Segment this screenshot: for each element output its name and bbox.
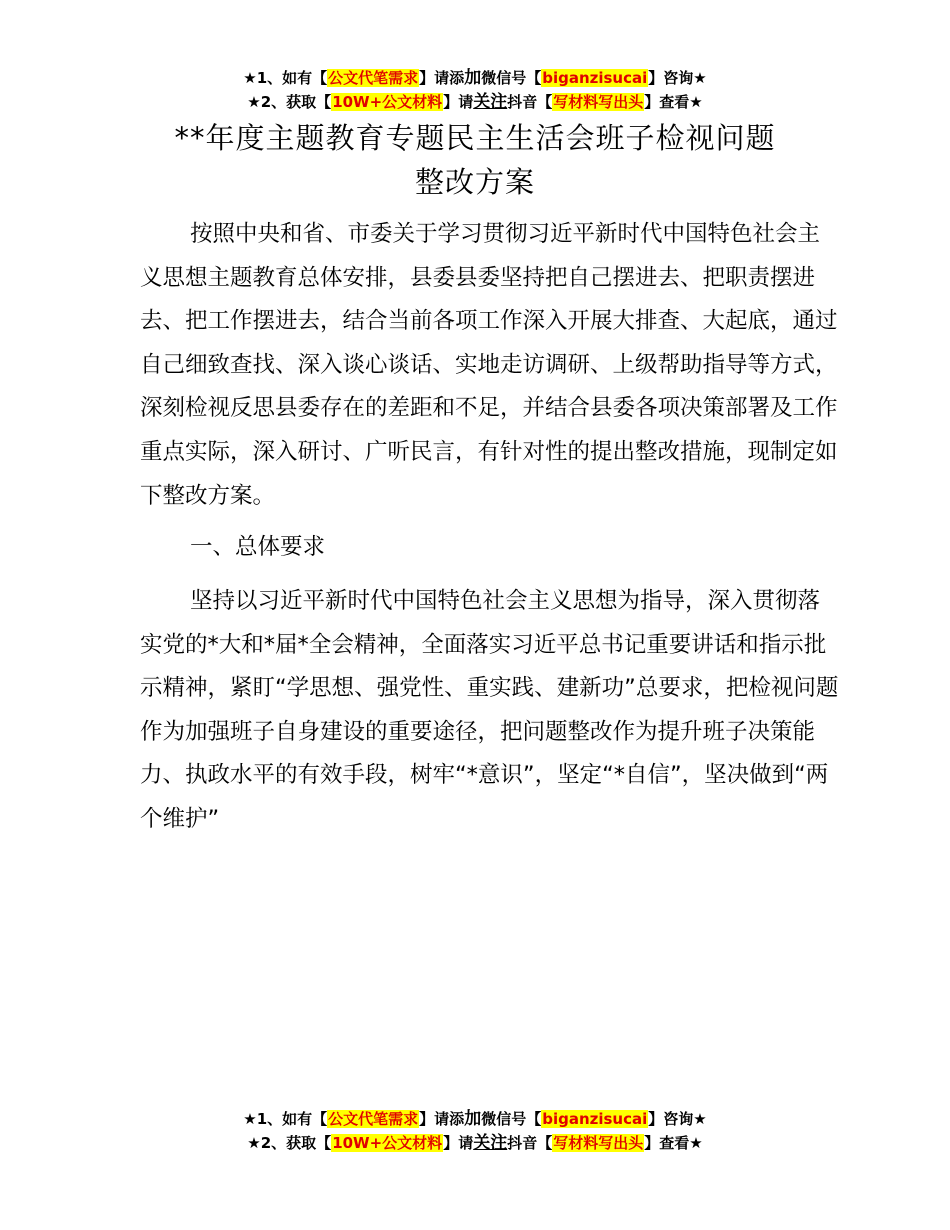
banner-text: 抖音【: [507, 1134, 553, 1152]
banner-emphasis: 关注: [473, 92, 508, 112]
star-icon: ★: [247, 93, 261, 111]
banner-line-2: [0, 1131, 950, 1155]
section-heading: 一、总体要求: [190, 534, 326, 560]
paragraph-intro: 按照中央和省、市委关于学习贯彻习近平新时代中国特色社会主义思想主题教育总体安排，县委县委坚持把自己摆进去、把职责摆进去、把工作摆进去，结合当前各项工作深入开展大排查、大起底，通过自己细致查找、深入谈心谈话、实地走访调研、上级帮助指导等方式，深刻检视反思县委存在的差距和不足，并结合县委各项决策部署及工作重点实际，深入研讨、广听民言，有针对性的提出整改措施，现制定如下整改方案。: [140, 221, 838, 509]
title-line-2: 整改方案: [414, 165, 535, 199]
star-icon: ★: [693, 69, 707, 87]
banner-text: 微信号【: [481, 1110, 542, 1128]
banner-text: 2、获取【: [260, 93, 332, 111]
star-icon: ★: [247, 1134, 261, 1152]
banner-text: 1、如有【: [256, 1110, 328, 1128]
banner-emphasis: 加: [464, 1109, 482, 1129]
highlight-wechat-id: biganzisucai: [542, 1110, 648, 1128]
banner-text: 】请: [443, 1134, 474, 1152]
highlight-service: 公文代笔需求: [328, 1110, 419, 1128]
banner-text: 】请: [443, 93, 474, 111]
banner-text: 】咨询: [648, 69, 694, 87]
footer-banner: [0, 1107, 950, 1155]
title-line-1: **年度主题教育专题民主生活会班子检视问题: [174, 121, 776, 155]
banner-text: 2、获取【: [260, 1134, 332, 1152]
highlight-douyin: 写材料写出头: [553, 1134, 644, 1152]
banner-text: 】请添: [419, 1110, 465, 1128]
banner-line-2: [0, 90, 950, 114]
banner-text: 】查看: [644, 1134, 690, 1152]
highlight-douyin: 写材料写出头: [553, 93, 644, 111]
banner-text: 】请添: [419, 69, 465, 87]
banner-text: 微信号【: [481, 69, 542, 87]
paragraph-requirements: 坚持以习近平新时代中国特色社会主义思想为指导，深入贯彻落实党的*大和*届*全会精神，全面落实习近平总书记重要讲话和指示批示精神，紧盯“学思想、强党性、重实践、建新功”总要求，把检视问题作为加强班子自身建设的重要途径，把问题整改作为提升班子决策能力、执政水平的有效手段，树牢“*意识”，坚定“*自信”，坚决做到“两个维护”: [140, 588, 839, 832]
banner-emphasis: 加: [464, 68, 482, 88]
banner-text: 抖音【: [507, 93, 553, 111]
star-icon: ★: [693, 1110, 707, 1128]
star-icon: ★: [243, 1110, 257, 1128]
highlight-materials: 10W+公文材料: [332, 1134, 443, 1152]
banner-text: 1、如有【: [256, 69, 328, 87]
highlight-service: 公文代笔需求: [328, 69, 419, 87]
star-icon: ★: [243, 69, 257, 87]
banner-text: 】查看: [644, 93, 690, 111]
highlight-wechat-id: biganzisucai: [542, 69, 648, 87]
header-banner: [0, 66, 950, 114]
banner-line-1: [0, 1107, 950, 1131]
banner-text: 】咨询: [648, 1110, 694, 1128]
highlight-materials: 10W+公文材料: [332, 93, 443, 111]
star-icon: ★: [689, 1134, 703, 1152]
star-icon: ★: [689, 93, 703, 111]
banner-line-1: [0, 66, 950, 90]
document-title: [100, 116, 850, 204]
banner-emphasis: 关注: [473, 1133, 508, 1153]
